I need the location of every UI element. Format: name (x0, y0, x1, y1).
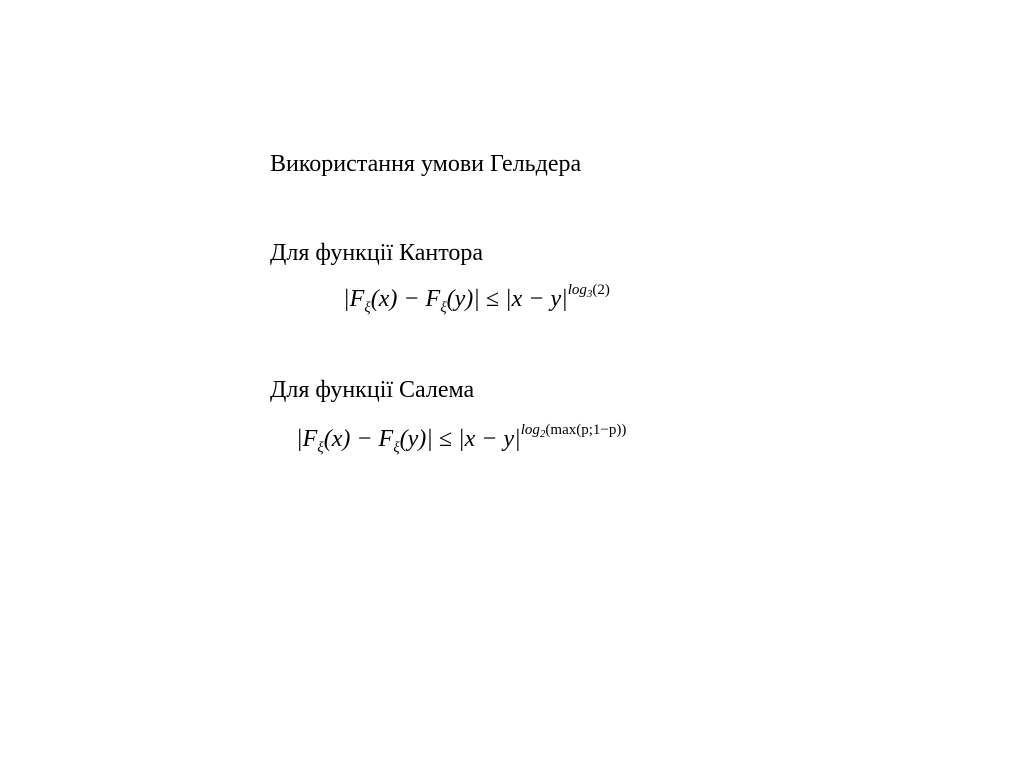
formula-minus: − F (397, 286, 441, 312)
salem-holder-formula (296, 424, 626, 454)
exponent-log-base: 2 (539, 428, 546, 440)
salem-heading: Для функції Салема (270, 377, 475, 403)
formula-subscript-xi: ξ (317, 440, 324, 456)
formula-subscript-xi: ξ (364, 300, 371, 316)
cantor-heading: Для функції Кантора (270, 240, 484, 266)
exponent-log: log (567, 282, 587, 298)
exponent-log: log (520, 422, 540, 438)
formula-arg-x: (x) (323, 426, 351, 452)
formula-subscript-xi: ξ (393, 440, 400, 456)
exponent-log-base: 3 (586, 288, 593, 300)
formula-subscript-xi: ξ (440, 300, 447, 316)
cantor-holder-formula (343, 284, 610, 314)
exponent-argument: (2) (592, 282, 610, 298)
formula-minus: − F (350, 426, 394, 452)
formula-exponent (568, 282, 610, 298)
formula-lhs: |F (343, 286, 365, 312)
formula-rhs: (y)| ≤ |x − y| (446, 286, 568, 312)
exponent-argument: (max(p;1−p)) (545, 422, 627, 438)
formula-rhs: (y)| ≤ |x − y| (399, 426, 521, 452)
formula-lhs: |F (296, 426, 318, 452)
formula-exponent (521, 422, 627, 438)
slide-title: Використання умови Гельдера (270, 151, 582, 177)
formula-arg-x: (x) (370, 286, 398, 312)
